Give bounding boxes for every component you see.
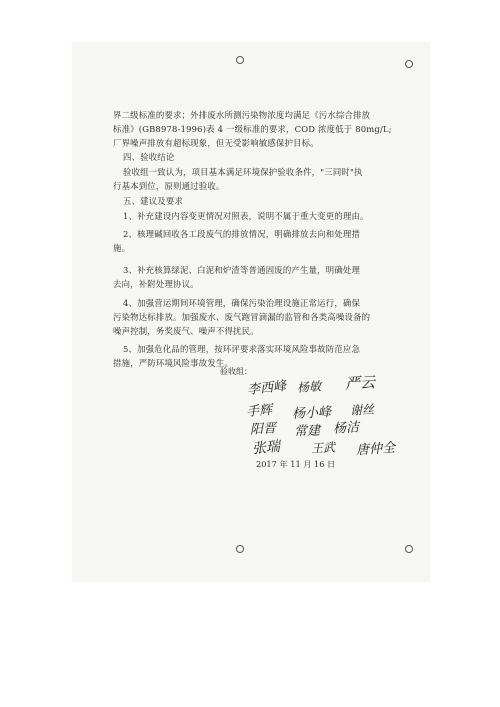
signing-date: 2017 年 11 月 16 日 [256,459,336,469]
signature: 李西峰 [246,378,287,398]
signature: 手辉 [245,402,273,421]
signature: 杨敏 [296,379,322,395]
signature: 杨洁 [332,420,360,437]
body-line: 去向，补附处理协议。 [113,279,199,289]
body-line: 措施，严防环境风险事故发生。 [113,358,234,368]
signature: 王武 [310,440,336,456]
signature: 谢丝 [349,402,375,418]
signature: 唐仲全 [355,440,396,459]
signature-label: 验收组： [220,367,252,376]
body-line: 厂界噪声排放有超标现象，但无受影响敏感保护目标。 [113,138,319,148]
signature: 张瑞 [251,438,281,458]
list-item: 4、加强营运期间环境管理，确保污染治理设施正常运行，确保 [123,298,361,308]
list-item: 5、加强危化品的管理，按环评要求落实环境风险事故防范应急 [123,344,361,354]
body-line: 行基本到位，原则通过验收。 [113,181,225,191]
binding-hole-icon [236,56,244,64]
signature: 常建 [293,423,321,440]
section-heading: 五、建议及要求 [123,196,184,206]
binding-hole-icon [236,545,244,553]
binding-hole-icon [405,545,413,553]
list-item: 3、补充核算绿泥、白泥和炉渣等普通固废的产生量，明确处理 [123,265,361,275]
list-item: 1、补充建设内容变更情况对照表，说明不属于重大变更的理由。 [123,211,369,221]
signature: 阳晋 [249,421,277,438]
body-line: 标准》(GB8978-1996)表 4 一级标准的要求，COD 浓度低于 80mg/L; [113,124,392,134]
list-item: 2、核理碱回收各工段废气的排放情况，明确排放去向和处理措 [123,229,361,239]
section-heading: 四、验收结论 [123,152,175,162]
body-line: 污染物达标排放。加强废水、废气跑冒滴漏的监管和各类高噪设备的 [113,312,371,322]
body-line: 施。 [113,243,131,253]
signature: 杨小峰 [291,404,332,423]
body-line: 界二级标准的要求；外排废水所测污染物浓度均满足《污水综合排放 [113,110,371,120]
body-line: 验收组一致认为，项目基本满足环境保护验收条件，"三同时"执 [123,167,363,177]
signature: 严云 [344,373,376,393]
binding-hole-icon [405,60,413,68]
body-line: 噪声控制，务奖废气、噪声不得扰民。 [113,326,259,336]
